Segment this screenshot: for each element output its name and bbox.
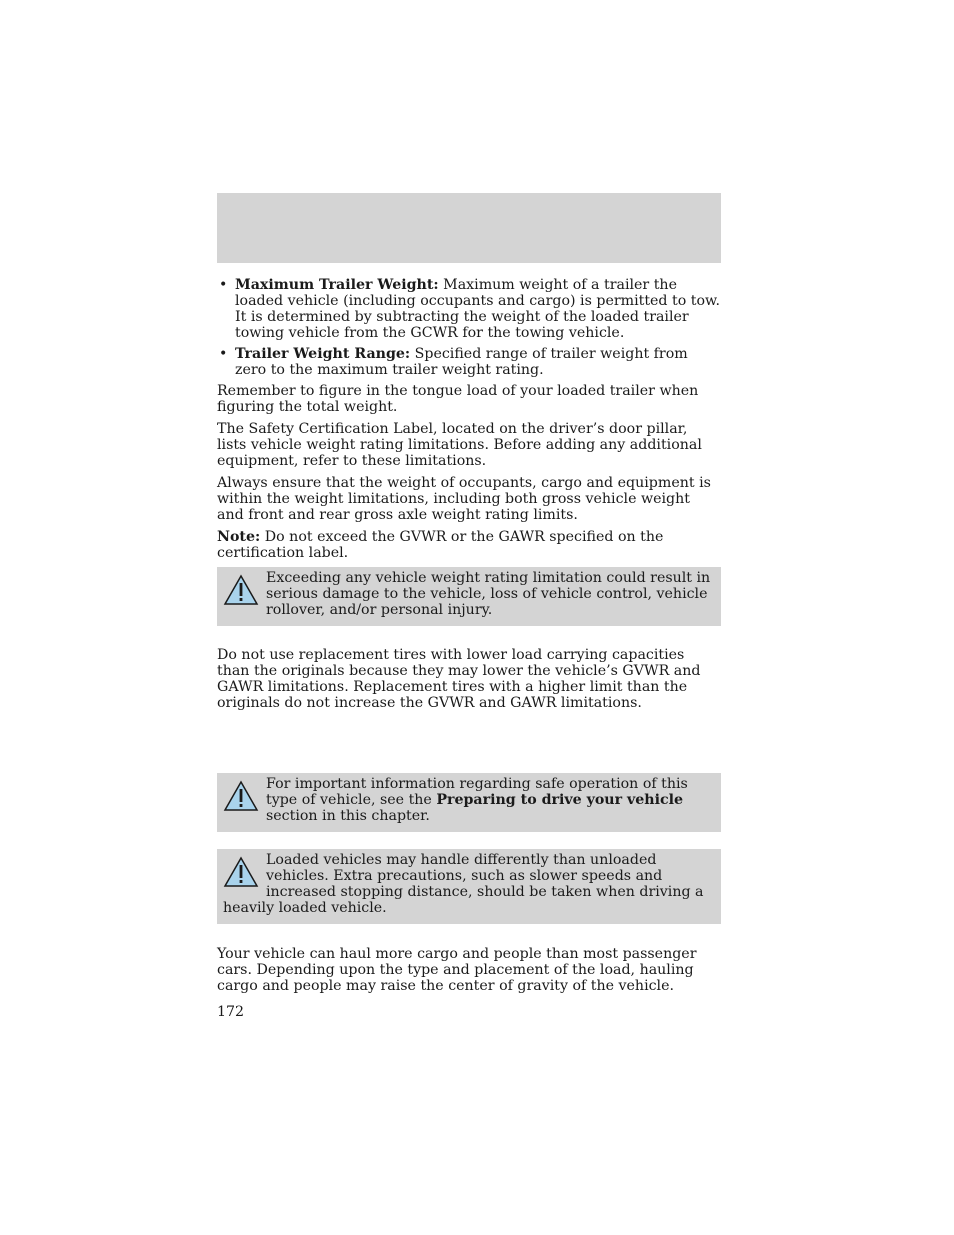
paragraph-certification-label: The Safety Certification Label, located on the driver’s door pillar, lists vehicle weight rating limitations. Before adding any additional equipment, refer to these limitations. <box>217 421 702 469</box>
warning-text: Loaded vehicles may handle differently than unloaded vehicles. Extra precautions, such as slower speeds and increased stopping distance, should be taken when driving a heavily loaded vehicle. <box>223 852 704 916</box>
warning-text <box>223 776 713 824</box>
note-label: Note: <box>217 529 261 545</box>
bullet-term: Maximum Trailer Weight: <box>235 277 439 293</box>
bullet-dot: • <box>219 346 228 362</box>
bullet-term: Trailer Weight Range: <box>235 346 411 362</box>
warning-triangle-icon <box>223 780 259 812</box>
warning-text-part: For important information regarding safe operation of this type of vehicle, see the <box>266 776 688 808</box>
bullet-dot: • <box>219 277 228 293</box>
paragraph-tongue-load: Remember to figure in the tongue load of your loaded trailer when figuring the total weight. <box>217 383 699 415</box>
chapter-reference: Preparing to drive your vehicle <box>436 792 684 808</box>
header-band <box>217 193 721 263</box>
warning-box <box>217 567 721 626</box>
page-content <box>217 277 721 1026</box>
paragraph-replacement-tires: Do not use replacement tires with lower load carrying capacities than the originals because they may lower the vehicle’s GVWR and GAWR limitations. Replacement tires with a higher limit than the originals do not increase the GVWR and GAWR limitations. <box>217 647 701 711</box>
warning-text-part: section in this chapter. <box>266 808 430 824</box>
paragraph-cargo: Your vehicle can haul more cargo and people than most passenger cars. Depending upon the type and placement of the load, hauling cargo and people may raise the center of gravity of the vehicle. <box>217 946 697 994</box>
bullet-text: Specified range of trailer weight from zero to the maximum trailer weight rating. <box>235 346 688 378</box>
paragraph-weight-limits: Always ensure that the weight of occupants, cargo and equipment is within the weight limitations, including both gross vehicle weight and front and rear gross axle weight rating limits. <box>217 475 711 523</box>
warning-box <box>217 849 721 924</box>
bullet-item <box>217 346 721 378</box>
warning-triangle-icon <box>223 856 259 888</box>
warning-text: Exceeding any vehicle weight rating limitation could result in serious damage to the vehicle, loss of vehicle control, vehicle rollover, and/or personal injury. <box>266 570 711 618</box>
note-text: Do not exceed the GVWR or the GAWR specified on the certification label. <box>217 529 664 561</box>
note-paragraph <box>217 529 721 561</box>
bullet-item <box>217 277 721 341</box>
page-number: 172 <box>217 1004 245 1020</box>
warning-triangle-icon <box>223 574 259 606</box>
warning-box <box>217 773 721 832</box>
bullet-text: Maximum weight of a trailer the loaded vehicle (including occupants and cargo) is permitted to tow. It is determined by subtracting the weight of the loaded trailer towing vehicle from the GCWR for the towing vehicle. <box>235 277 720 341</box>
